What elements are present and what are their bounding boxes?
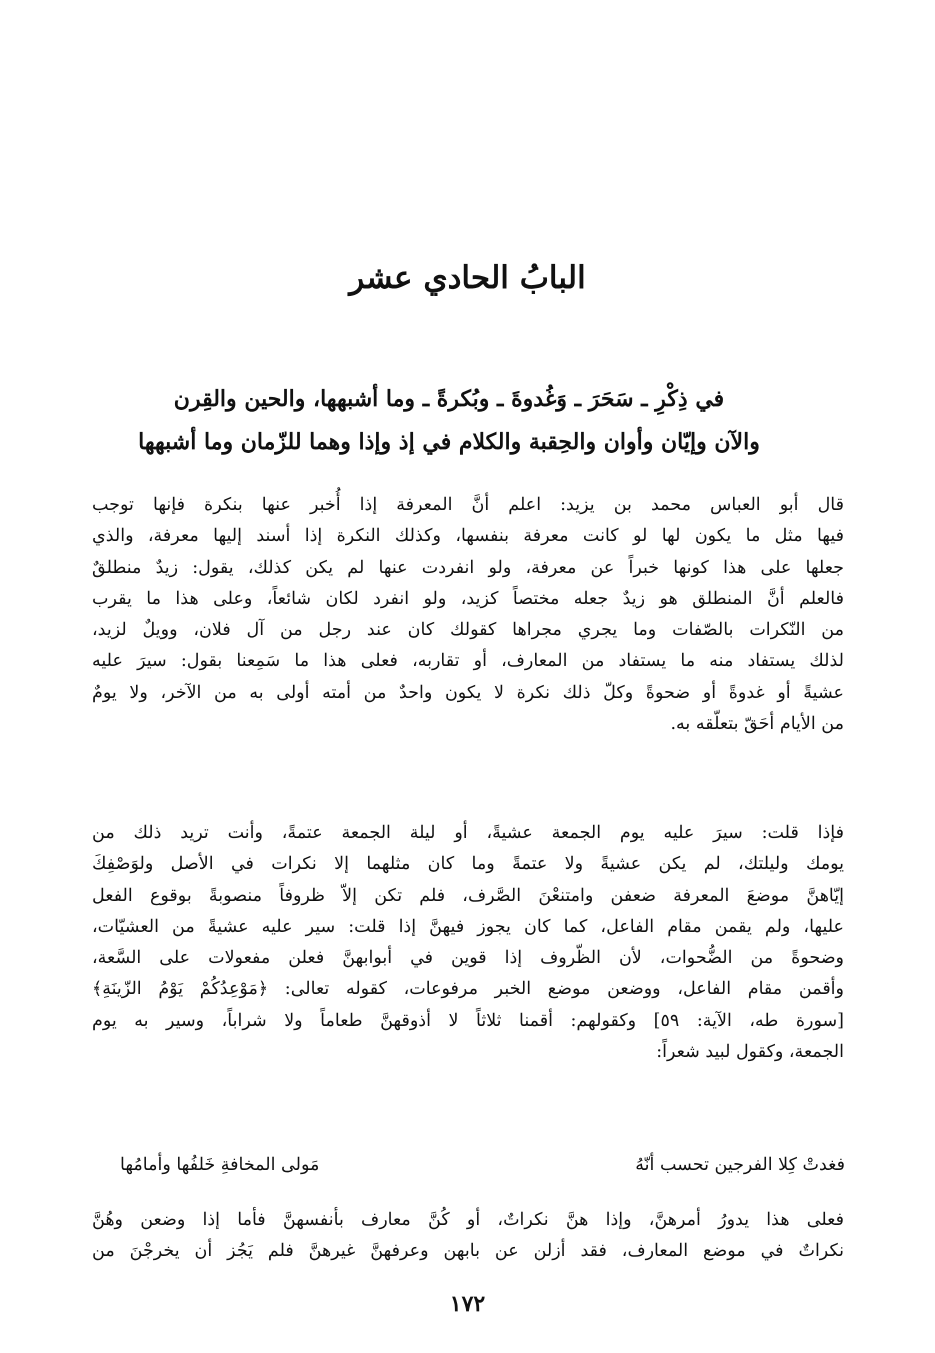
text-line: فالعلم أنَّ المنطلق هو زيدٌ جعله مختصاً كزيد، ولو انفرد لكان شائعاً، وعلى هذا ما يقرب xyxy=(92,588,844,609)
paragraph-3 xyxy=(92,1205,844,1268)
poetry-verse xyxy=(120,1148,845,1182)
chapter-subtitle xyxy=(80,378,818,464)
verse-first-hemistich: فغدتْ كِلا الفرجين تحسب أنّهُ xyxy=(635,1155,845,1175)
text-line: وضحوةً من الضُّحوات، لأن الظّروف إذا قوين في أبوابهنَّ فعلن مفعولات على السَّعة، xyxy=(92,948,844,969)
page-number: ١٧٢ xyxy=(449,1291,486,1317)
paragraph-2 xyxy=(92,818,844,1068)
subtitle-line: في ذِكْرِ ـ سَحَرَ ـ وَغُدوةَ ـ وبُكرةً ـ وما أشبهها، والحين والقِرن xyxy=(173,386,725,412)
text-line: [سورة طه، الآية: ٥٩] وكقولهم: أقمنا ثلاثاً لا أذوقهنَّ طعاماً ولا شراباً، وسير به يوم xyxy=(92,1010,844,1031)
text-line: فيها مثل ما يكون لها لو كانت معرفة بنفسها، وكذلك النكرة إذا أسند إليها معرفة، والذي xyxy=(92,526,844,547)
text-line: من الأيام أحَقّ بتعلّقه به. xyxy=(670,714,844,735)
text-line: جعلها على هذا كونها خبراً عن معرفة، ولو انفردت عنها لم يكن كذلك، يقول: زيدٌ منطلقٌ xyxy=(92,557,844,578)
text-line: فعلى هذا يدورُ أمرهنَّ، وإذا هنَّ نكراتٌ، أو كُنَّ معارف بأنفسهنَّ فأما إذا وضعن وهُنَّ xyxy=(92,1210,844,1230)
subtitle-line: والآن وإيّان وأوان والحِقبة والكلام في إذ وإذا وهما للزّمان وما أشبهها xyxy=(138,429,760,455)
text-line: إيّاهنَّ موضعَ المعرفة ضعفن وامتنعْنَ الصَّرف، فلم تكن إلاّ ظروفاً منصوبةً بوقوع الفعل xyxy=(92,885,844,906)
paragraph-1 xyxy=(92,490,844,740)
text-line: وأقمن مقام الفاعل، ووضعن موضع الخبر مرفوعات، كقوله تعالى: ﴿مَوْعِدُكُمْ يَوْمُ الزّينَةِ﴾ xyxy=(92,979,844,1000)
text-line: نكراتٌ في موضع المعارف، فقد أزلن عن بابهن وعرفهنَّ غيرهنَّ فلم يَجُز أن يخرجْنَ من xyxy=(92,1241,844,1262)
text-line: قال أبو العباس محمد بن يزيد: اعلم أنَّ المعرفة إذا أُخبر عنها بنكرة فإنها توجب xyxy=(92,495,844,515)
text-line: عشيةً أو غدوةً أو ضحوةً وكلّ ذلك نكرة لا يكون واحدٌ من أمته أولى به من الآخر، ولا يومٌ xyxy=(92,682,844,703)
text-line: عليها، ولم يقمن مقام الفاعل، كما كان يجوز فيهنَّ إذا قلت: سير عليه عشيةً من العشيّات، xyxy=(92,916,844,937)
text-line: فإذا قلت: سيرَ عليه يوم الجمعة عشيةً، أو ليلة الجمعة عتمةً، وأنت تريد ذلك من xyxy=(92,823,844,843)
text-line: يومك وليلتك، لم يكن عشيةً ولا عتمةً وما كان مثلهما إلا نكرات في الأصل ولوَصْفِكَ xyxy=(92,854,844,875)
chapter-title: البابُ الحادي عشر xyxy=(349,260,586,296)
text-line: الجمعة، وكقول لبيد شعراً: xyxy=(656,1042,844,1063)
text-line: لذلك يستفاد منه ما يستفاد من المعارف، أو تقاربه، فعلى هذا ما سَمِعنا بقول: سيرَ عليه xyxy=(92,651,844,672)
text-line: من النّكرات بالصّفات وما يجري مجراها كقولك كان عند رجل من آل فلان، وويلٌ لزيد، xyxy=(92,620,844,641)
verse-second-hemistich: مَولى المخافةِ خَلفُها وأمامُها xyxy=(120,1155,320,1175)
